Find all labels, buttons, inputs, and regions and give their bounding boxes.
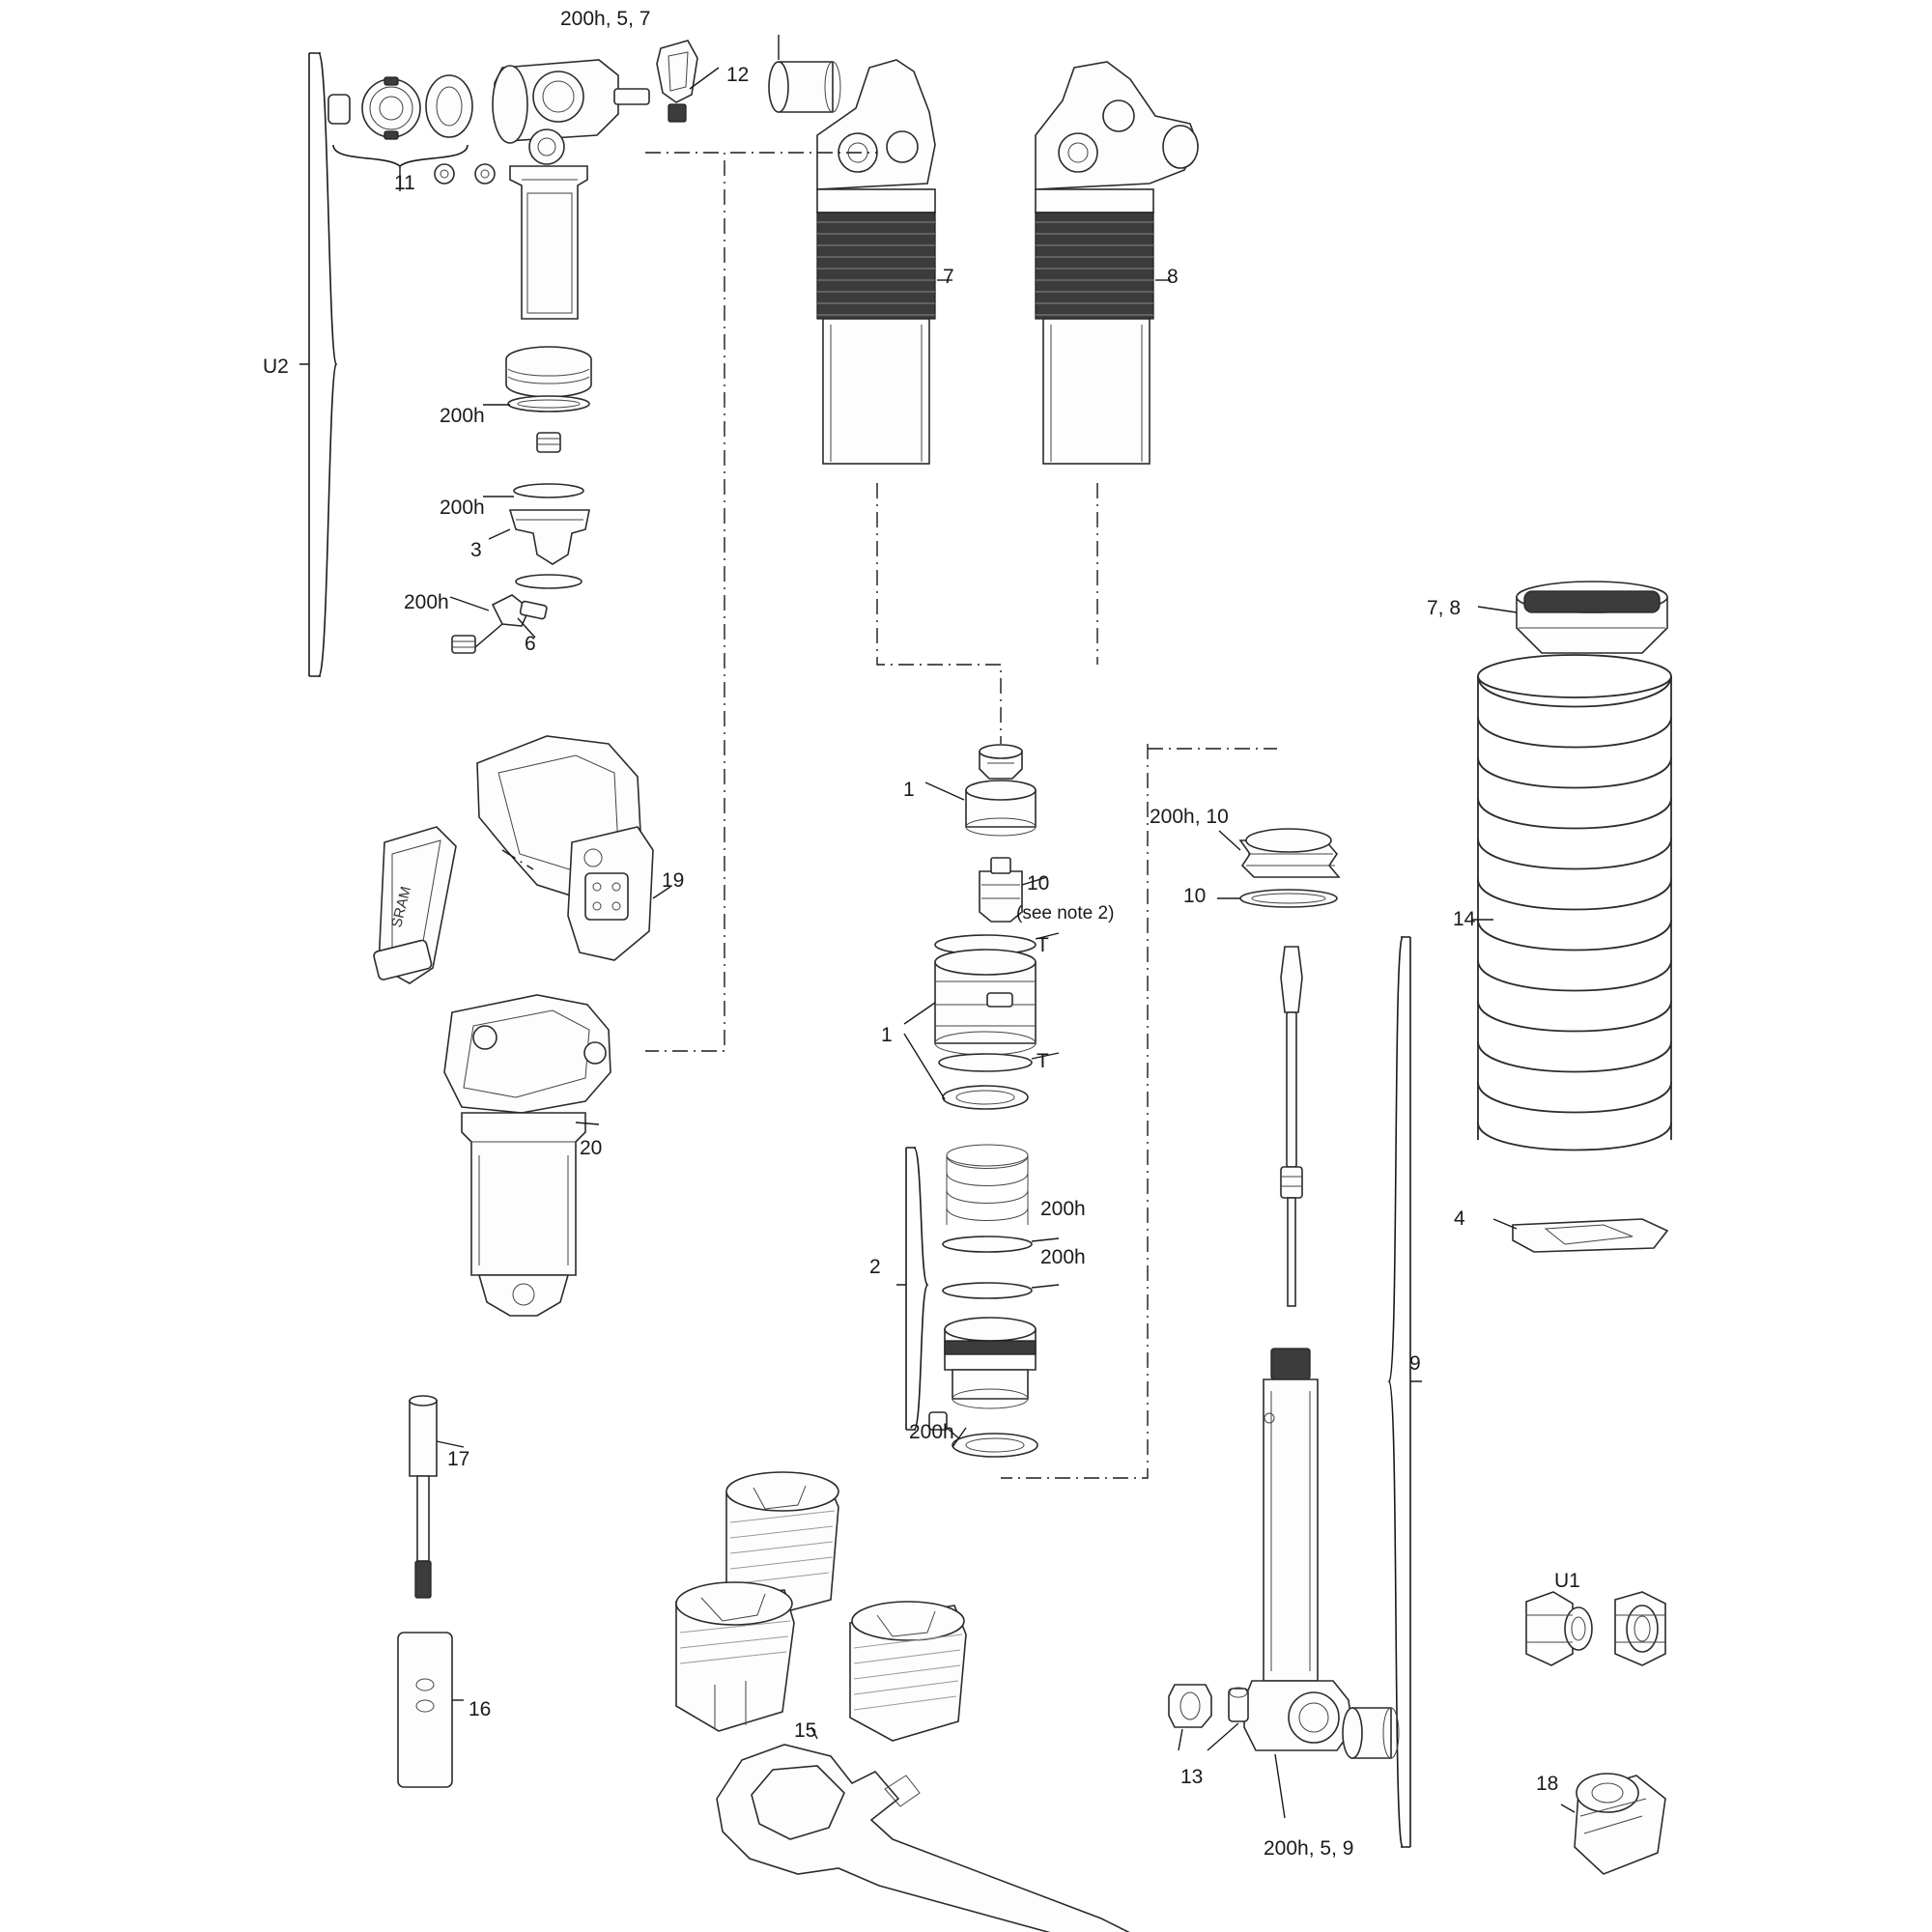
callout-u2: U2 <box>263 355 289 378</box>
callout-200h-a: 200h <box>440 405 485 427</box>
callout-200h-d: 200h <box>1040 1198 1086 1220</box>
callout-3: 3 <box>470 539 482 561</box>
callout-u1: U1 <box>1554 1570 1580 1592</box>
callout-200h-f: 200h <box>909 1421 954 1443</box>
callout-8: 8 <box>1167 266 1179 288</box>
callout-2: 2 <box>869 1256 881 1278</box>
part-13-hardware <box>1169 1685 1248 1750</box>
part-200h-10-bellows <box>1217 829 1339 907</box>
callout-200h-c: 200h <box>404 591 449 613</box>
callout-200h-5-9: 200h, 5, 9 <box>1264 1837 1354 1860</box>
part-16-tool <box>398 1633 464 1787</box>
callout-200h-10: 200h, 10 <box>1150 806 1229 828</box>
callout-12: 12 <box>726 64 750 86</box>
callout-7: 7 <box>943 266 954 288</box>
callout-6: 6 <box>525 633 536 655</box>
callout-200h-e: 200h <box>1040 1246 1086 1268</box>
part-battery <box>373 827 456 983</box>
callout-see-note-2: (see note 2) <box>1016 903 1115 923</box>
svg-text:SRAM: SRAM <box>388 884 415 929</box>
part-7-8-cap <box>1478 582 1667 653</box>
callout-4: 4 <box>1454 1208 1465 1230</box>
bracket-2 <box>896 1148 927 1430</box>
part-15-tools <box>676 1472 1132 1932</box>
callout-17: 17 <box>447 1448 470 1470</box>
callout-20: 20 <box>580 1137 603 1159</box>
damper-body-u2 <box>493 60 649 319</box>
callout-1-mid: 1 <box>881 1024 893 1046</box>
part-12-lever <box>657 41 719 122</box>
callout-10-b: 10 <box>1183 885 1207 907</box>
callout-7-8: 7, 8 <box>1427 597 1462 619</box>
bracket-u2 <box>299 53 336 676</box>
part-2-group <box>929 1145 1059 1457</box>
callout-18: 18 <box>1536 1773 1559 1795</box>
callout-16: 16 <box>469 1698 492 1720</box>
callout-10: 10 <box>1027 872 1050 895</box>
callout-15: 15 <box>794 1719 817 1742</box>
part-7-shock <box>817 60 952 464</box>
part-18-bushing <box>1561 1774 1665 1874</box>
part-17-tool <box>410 1396 464 1598</box>
part-1-aircan <box>904 933 1059 1109</box>
part-200h-5-9-bushing <box>1343 1708 1399 1758</box>
callout-1-top: 1 <box>903 779 915 801</box>
callout-t-upper: T <box>1037 934 1049 956</box>
callout-13: 13 <box>1180 1766 1204 1788</box>
part-19-remote <box>477 736 670 960</box>
callout-t-lower: T <box>1037 1050 1049 1072</box>
callout-11: 11 <box>394 172 415 194</box>
part-14-coil-spring <box>1472 655 1671 1151</box>
callout-14: 14 <box>1453 908 1476 930</box>
part-8-shock <box>1036 62 1198 464</box>
part-1-top-group <box>925 745 1036 836</box>
callout-200h-b: 200h <box>440 497 485 519</box>
callout-200h-5-7: 200h, 5, 7 <box>560 8 651 30</box>
part-4-clip <box>1493 1219 1667 1252</box>
callout-9: 9 <box>1409 1352 1421 1375</box>
part-9-damper <box>1244 947 1352 1818</box>
part-sleeve-200h-5-7 <box>769 35 840 112</box>
part-u1-hardware <box>1526 1592 1665 1665</box>
callout-19: 19 <box>662 869 685 892</box>
